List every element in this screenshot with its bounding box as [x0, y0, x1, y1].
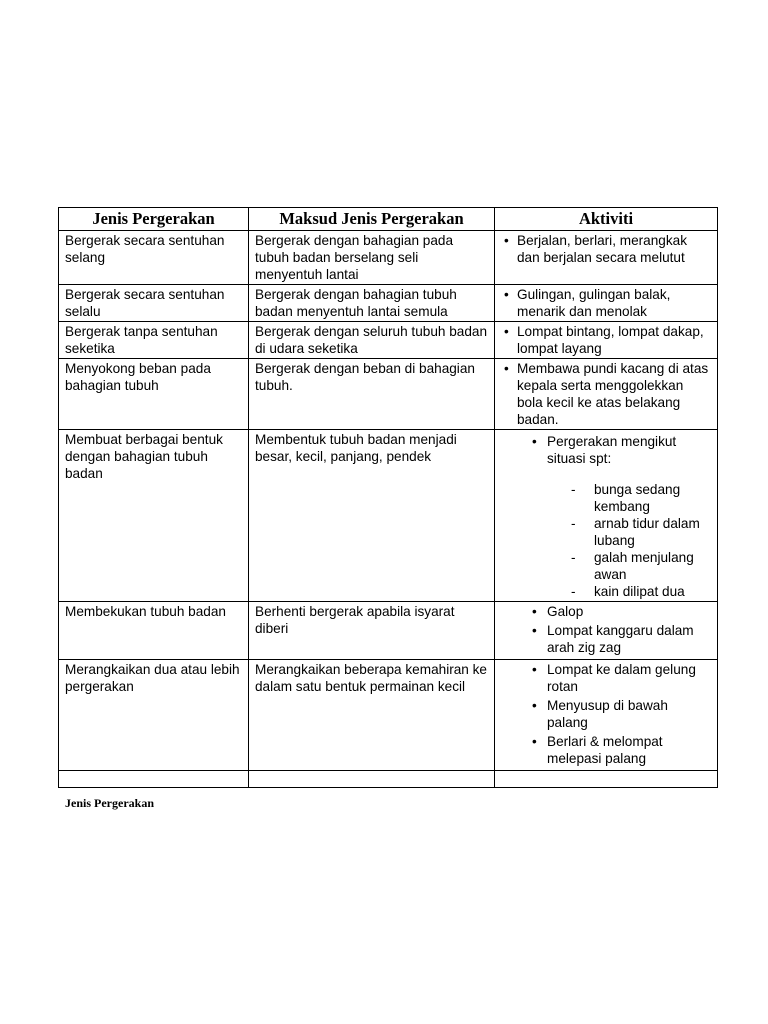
- cell-jenis: Bergerak secara sentuhan selalu: [59, 285, 249, 322]
- table-header-row: [59, 208, 718, 231]
- sub-list-item: - galah menjulang awan: [501, 549, 711, 583]
- sub-list: [501, 481, 711, 600]
- cell-jenis: Membekukan tubuh badan: [59, 602, 249, 660]
- header-jenis: Jenis Pergerakan: [59, 208, 249, 231]
- list-item: • Berlari & melompat melepasi palang: [501, 733, 711, 767]
- list-item: • Lompat bintang, lompat dakap, lompat layang: [501, 323, 711, 357]
- cell-jenis: Bergerak secara sentuhan selang: [59, 231, 249, 285]
- cell-maksud: Bergerak dengan bahagian pada tubuh badan berselang seli menyentuh lantai: [249, 231, 495, 285]
- empty-cell: [59, 771, 249, 788]
- table-row: [59, 231, 718, 285]
- empty-cell: [249, 771, 495, 788]
- cell-maksud: Bergerak dengan seluruh tubuh badan di udara seketika: [249, 322, 495, 359]
- sub-list-item: - bunga sedang kembang: [501, 481, 711, 515]
- list-item: • Menyusup di bawah palang: [501, 697, 711, 731]
- list-item: • Gulingan, gulingan balak, menarik dan menolak: [501, 286, 711, 320]
- cell-maksud: Membentuk tubuh badan menjadi besar, kecil, panjang, pendek: [249, 430, 495, 602]
- table-row: [59, 430, 718, 602]
- cell-jenis: Merangkaikan dua atau lebih pergerakan: [59, 660, 249, 771]
- cell-aktiviti: [495, 285, 718, 322]
- table-row: [59, 322, 718, 359]
- cell-maksud: Merangkaikan beberapa kemahiran ke dalam satu bentuk permainan kecil: [249, 660, 495, 771]
- table-row: [59, 660, 718, 771]
- sub-list-item: - kain dilipat dua: [501, 583, 711, 600]
- cell-maksud: Bergerak dengan beban di bahagian tubuh.: [249, 359, 495, 430]
- list-item: • Membawa pundi kacang di atas kepala serta menggolekkan bola kecil ke atas belakang badan.: [501, 360, 711, 428]
- header-maksud: Maksud Jenis Pergerakan: [249, 208, 495, 231]
- cell-aktiviti: [495, 322, 718, 359]
- cell-aktiviti: [495, 660, 718, 771]
- cell-aktiviti: [495, 602, 718, 660]
- list-item: • Berjalan, berlari, merangkak dan berjalan secara melutut: [501, 232, 711, 266]
- cell-maksud: Bergerak dengan bahagian tubuh badan menyentuh lantai semula: [249, 285, 495, 322]
- table-row: [59, 359, 718, 430]
- table-row: [59, 602, 718, 660]
- list-item: • Galop: [501, 603, 711, 620]
- cell-aktiviti: [495, 430, 718, 602]
- cell-aktiviti: [495, 359, 718, 430]
- table-row: [59, 285, 718, 322]
- movement-types-table: [58, 207, 718, 788]
- list-item: • Lompat kanggaru dalam arah zig zag: [501, 622, 711, 656]
- cell-jenis: Bergerak tanpa sentuhan seketika: [59, 322, 249, 359]
- cell-jenis: Membuat berbagai bentuk dengan bahagian tubuh badan: [59, 430, 249, 602]
- empty-table-row: [59, 771, 718, 788]
- empty-cell: [495, 771, 718, 788]
- cell-jenis: Menyokong beban pada bahagian tubuh: [59, 359, 249, 430]
- cell-maksud: Berhenti bergerak apabila isyarat diberi: [249, 602, 495, 660]
- cell-aktiviti: [495, 231, 718, 285]
- list-item: • Lompat ke dalam gelung rotan: [501, 661, 711, 695]
- header-aktiviti: Aktiviti: [495, 208, 718, 231]
- list-item: • Pergerakan mengikut situasi spt:: [501, 433, 711, 467]
- sub-list-item: - arnab tidur dalam lubang: [501, 515, 711, 549]
- table-caption: Jenis Pergerakan: [65, 796, 154, 810]
